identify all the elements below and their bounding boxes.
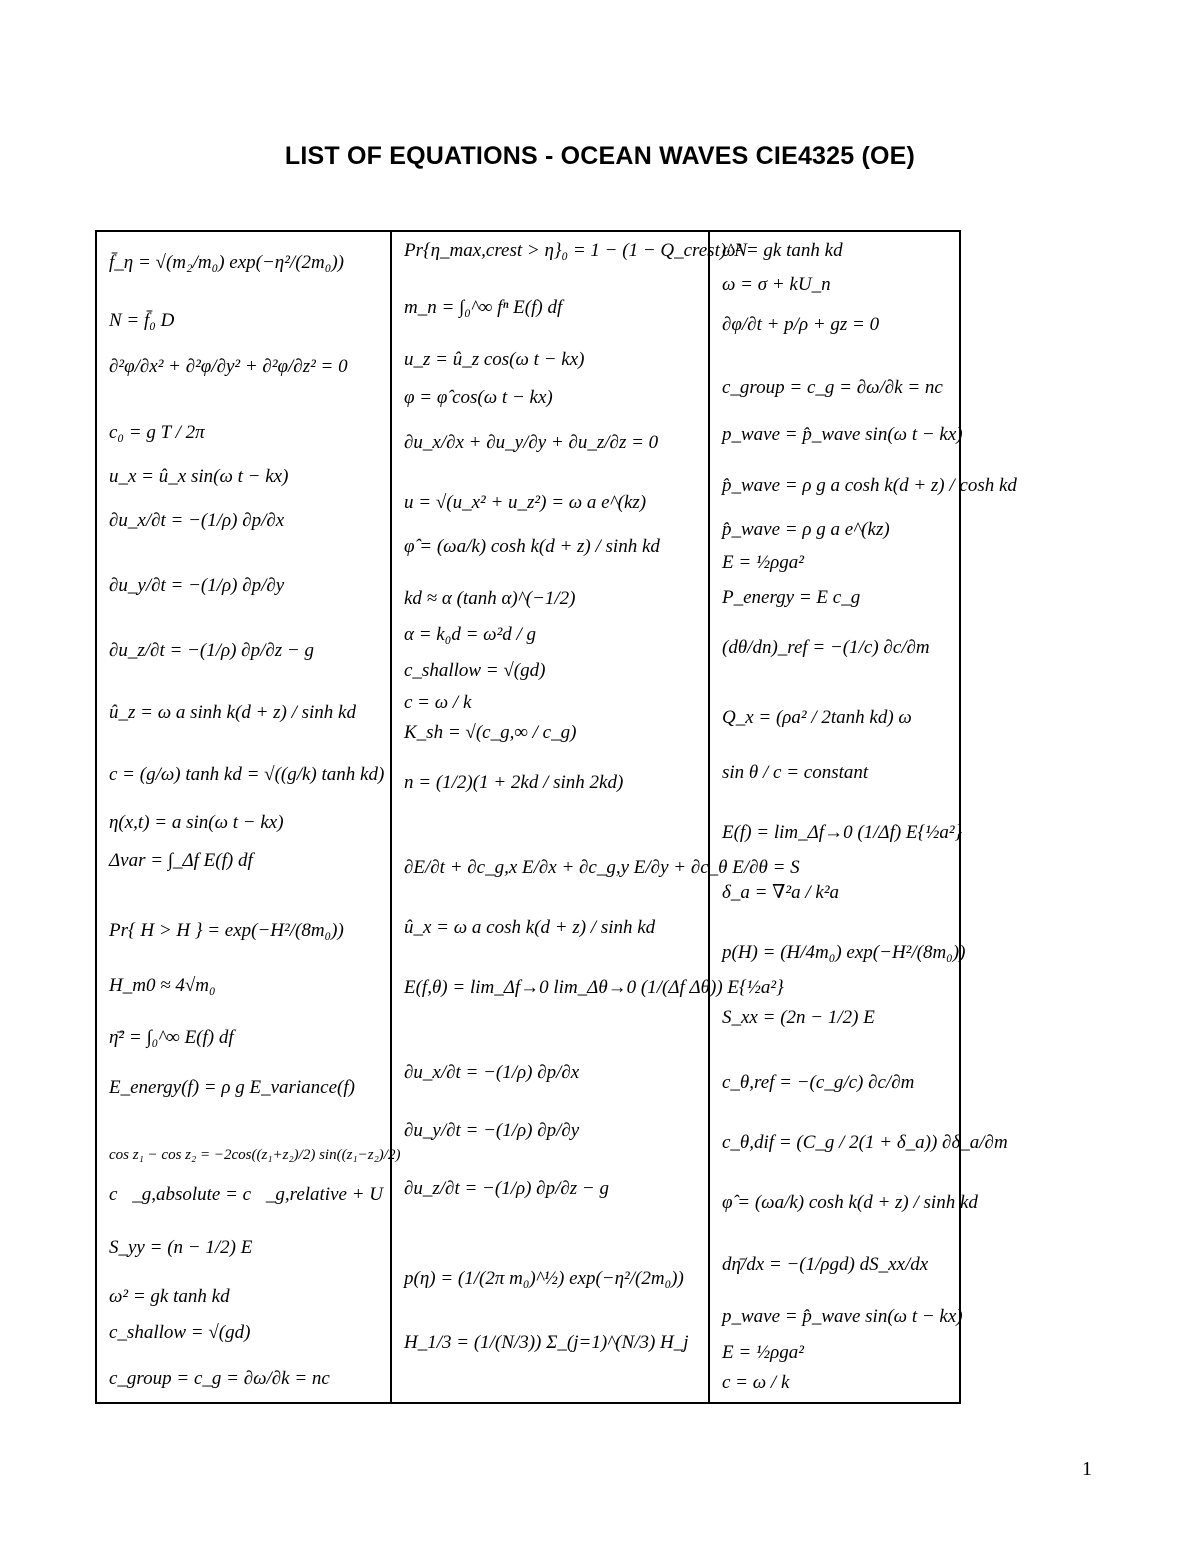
equation: c_group = c_g = ∂ω/∂k = nc [109, 1368, 330, 1389]
equation: u_x = û_x sin(ω t − kx) [109, 466, 289, 487]
equation: c_θ,ref = −(c_g/c) ∂c/∂m [722, 1072, 915, 1093]
equation: ∂u_x/∂x + ∂u_y/∂y + ∂u_z/∂z = 0 [404, 432, 659, 453]
equation: ∂u_x/∂t = −(1/ρ) ∂p/∂x [404, 1062, 580, 1083]
equation: c = (g/ω) tanh kd = √((g/k) tanh kd) [109, 764, 385, 785]
equation-column-3 [708, 232, 1017, 1402]
equation: ∂u_z/∂t = −(1/ρ) ∂p/∂z − g [109, 640, 314, 661]
equation: p_wave = p̂_wave sin(ω t − kx) [722, 1306, 963, 1327]
page-number: 1 [1082, 1458, 1092, 1480]
equation: P_energy = E c_g [722, 587, 861, 608]
equation: H_1/3 = (1/(N/3)) Σ_(j=1)^(N/3) H_j [404, 1332, 689, 1353]
equation: α = k₀d = ω²d / g [404, 624, 537, 645]
equation: Pr{η_max,crest > η}₀ = 1 − (1 − Q_crest)^N [404, 240, 747, 261]
equation: c⃗_g,absolute = c⃗_g,relative + U⃗ [109, 1184, 398, 1205]
equation: K_sh = √(c_g,∞ / c_g) [404, 722, 577, 743]
equation: Q_x = (ρa² / 2tanh kd) ω [722, 707, 912, 728]
equation: ∂u_y/∂t = −(1/ρ) ∂p/∂y [404, 1120, 580, 1141]
equation: N = f̄₀ D [109, 310, 175, 331]
equation: S_yy = (n − 1/2) E [109, 1237, 253, 1258]
equation: p_wave = p̂_wave sin(ω t − kx) [722, 424, 963, 445]
equation: f̄_η = √(m₂/m₀) exp(−η²/(2m₀)) [109, 252, 345, 273]
equation: cos z₁ − cos z₂ = −2cos((z₁+z₂)/2) sin((z₁−z₂)/2) [109, 1147, 401, 1163]
equation: ω² = gk tanh kd [109, 1286, 230, 1307]
equation: ω = σ + kU_n [722, 274, 831, 295]
equation: ∂φ/∂t + p/ρ + gz = 0 [722, 314, 880, 335]
equation: φ = φ̂ cos(ω t − kx) [404, 387, 553, 408]
equation: (dθ/dn)_ref = −(1/c) ∂c/∂m [722, 637, 930, 658]
equation: E_energy(f) = ρ g E_variance(f) [109, 1077, 355, 1098]
equation: ∂u_y/∂t = −(1/ρ) ∂p/∂y [109, 575, 285, 596]
equation-column-1 [97, 232, 401, 1402]
equation: ω² = gk tanh kd [722, 240, 843, 261]
equation: E(f,θ) = lim_Δf→0 lim_Δθ→0 (1/(Δf Δθ)) E{½a²} [404, 977, 784, 998]
equation: û_z = ω a sinh k(d + z) / sinh kd [109, 702, 356, 723]
equation: E(f) = lim_Δf→0 (1/Δf) E{½a²} [722, 822, 963, 843]
equation: η̄² = ∫₀^∞ E(f) df [109, 1027, 234, 1048]
equation: m_n = ∫₀^∞ fⁿ E(f) df [404, 297, 563, 318]
equation: Δvar = ∫_Δf E(f) df [109, 850, 253, 871]
equation: c_shallow = √(gd) [404, 660, 546, 681]
equation: p̂_wave = ρ g a cosh k(d + z) / cosh kd [722, 475, 1017, 496]
equation: p̂_wave = ρ g a e^(kz) [722, 519, 890, 540]
equation: φ̂ = (ωa/k) cosh k(d + z) / sinh kd [722, 1192, 978, 1213]
equation: u = √(u_x² + u_z²) = ω a e^(kz) [404, 492, 647, 513]
equation: dη̄/dx = −(1/ρgd) dS_xx/dx [722, 1254, 929, 1275]
equation: kd ≈ α (tanh α)^(−1/2) [404, 588, 576, 609]
equation: c_shallow = √(gd) [109, 1322, 251, 1343]
equation: sin θ / c = constant [722, 762, 869, 783]
equation: ∂E/∂t + ∂c_g,x E/∂x + ∂c_g,y E/∂y + ∂c_θ E/∂θ = S [404, 857, 800, 878]
equation: φ̂ = (ωa/k) cosh k(d + z) / sinh kd [404, 536, 660, 557]
equation-table [95, 230, 1017, 1404]
equation: δ_a = ∇²a / k²a [722, 882, 840, 903]
equation: c = ω / k [404, 692, 472, 713]
equation: ∂u_x/∂t = −(1/ρ) ∂p/∂x [109, 510, 285, 531]
equation: S_xx = (2n − 1/2) E [722, 1007, 875, 1028]
equation: H_m0 ≈ 4√m₀ [109, 975, 216, 996]
equation: Pr{ H > H } = exp(−H²/(8m₀)) [109, 920, 344, 941]
equation: c_θ,dif = (C_g / 2(1 + δ_a)) ∂δ_a/∂m [722, 1132, 1008, 1153]
equation: û_x = ω a cosh k(d + z) / sinh kd [404, 917, 656, 938]
equation: c = ω / k [722, 1372, 790, 1393]
equation: n = (1/2)(1 + 2kd / sinh 2kd) [404, 772, 624, 793]
equation: p(η) = (1/(2π m₀)^½) exp(−η²/(2m₀)) [404, 1268, 684, 1289]
equation: E = ½ρga² [722, 552, 804, 573]
equation: u_z = û_z cos(ω t − kx) [404, 349, 585, 370]
equation: c₀ = g T / 2π [109, 422, 205, 443]
equation: p(H) = (H/4m₀) exp(−H²/(8m₀)) [722, 942, 966, 963]
equation: η(x,t) = a sin(ω t − kx) [109, 812, 284, 833]
equation: E = ½ρga² [722, 1342, 804, 1363]
equation: ∂²φ/∂x² + ∂²φ/∂y² + ∂²φ/∂z² = 0 [109, 356, 348, 377]
page-title: LIST OF EQUATIONS - OCEAN WAVES CIE4325 (OE) [284, 142, 916, 170]
equation: c_group = c_g = ∂ω/∂k = nc [722, 377, 943, 398]
equation: ∂u_z/∂t = −(1/ρ) ∂p/∂z − g [404, 1178, 609, 1199]
